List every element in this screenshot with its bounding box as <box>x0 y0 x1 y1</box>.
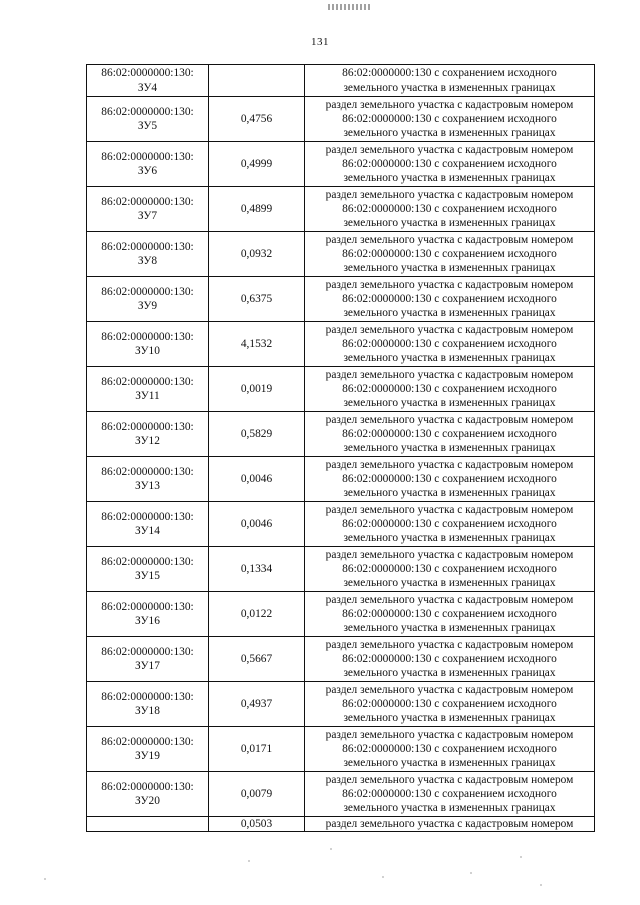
page-number: 131 <box>311 36 329 48</box>
table-row <box>87 65 595 97</box>
parcel-label: ЗУ14 <box>135 525 160 537</box>
cadastral-number-line: 86:02:0000000:130: <box>101 375 194 388</box>
parcel-label: ЗУ12 <box>135 435 160 447</box>
description-line: земельного участка в измененных границах <box>343 262 556 275</box>
parcels-table-body <box>87 65 595 832</box>
description-cell <box>305 367 595 412</box>
table-row <box>87 772 595 817</box>
description-line: раздел земельного участка с кадастровым номером <box>325 143 574 156</box>
description-line: раздел земельного участка с кадастровым номером <box>325 683 574 696</box>
description-cell <box>305 277 595 322</box>
parcel-label: ЗУ4 <box>137 81 158 94</box>
cadastral-number-line: 86:02:0000000:130: <box>101 735 194 748</box>
cadastral-number-cell <box>87 727 209 772</box>
description-line: раздел земельного участка с кадастровым номером <box>325 278 574 291</box>
area-cell: 0,0019 <box>209 367 305 412</box>
description-line: 86:02:0000000:130 с сохранением исходного <box>342 112 557 125</box>
table-row <box>87 457 595 502</box>
area-cell: 0,0503 <box>209 817 305 832</box>
description-line: 86:02:0000000:130 с сохранением исходного <box>342 742 557 755</box>
cadastral-number-cell <box>87 502 209 547</box>
description-line: раздел земельного участка с кадастровым номером <box>325 503 574 516</box>
area-cell: 0,4899 <box>209 187 305 232</box>
description-line: раздел земельного участка с кадастровым номером <box>325 98 574 111</box>
area-cell: 0,4999 <box>209 142 305 187</box>
description-line: земельного участка в измененных границах <box>343 397 556 410</box>
area-cell: 0,6375 <box>209 277 305 322</box>
parcel-label: ЗУ9 <box>137 300 158 312</box>
parcel-label: ЗУ17 <box>135 660 160 672</box>
description-cell <box>305 637 595 682</box>
scan-speck <box>248 860 250 862</box>
description-line: раздел земельного участка с кадастровым номером <box>325 458 574 471</box>
cadastral-number-cell <box>87 637 209 682</box>
area-cell <box>209 65 305 97</box>
description-cell <box>305 547 595 592</box>
parcel-label: ЗУ20 <box>135 795 160 807</box>
parcel-label: ЗУ18 <box>135 705 160 717</box>
area-cell: 0,4937 <box>209 682 305 727</box>
cadastral-number-line: 86:02:0000000:130: <box>101 465 194 478</box>
description-line: земельного участка в измененных границах <box>343 442 556 455</box>
cadastral-number-line: 86:02:0000000:130: <box>101 780 194 793</box>
description-line: земельного участка в измененных границах <box>343 352 556 365</box>
parcel-label: ЗУ8 <box>137 255 158 267</box>
description-cell <box>305 412 595 457</box>
table-row <box>87 682 595 727</box>
parcel-label: ЗУ19 <box>135 750 160 762</box>
area-cell: 0,5667 <box>209 637 305 682</box>
description-line: 86:02:0000000:130 с сохранением исходного <box>342 202 557 215</box>
cadastral-number-cell <box>87 412 209 457</box>
description-line: земельного участка в измененных границах <box>343 622 556 635</box>
description-cell <box>305 232 595 277</box>
description-cell <box>305 65 595 97</box>
description-line: земельного участка в измененных границах <box>343 81 556 94</box>
description-line: раздел земельного участка с кадастровым номером <box>325 728 574 741</box>
description-cell <box>305 817 595 832</box>
description-line: 86:02:0000000:130 с сохранением исходного <box>342 247 557 260</box>
table-row <box>87 592 595 637</box>
cadastral-number-line: 86:02:0000000:130: <box>101 240 194 253</box>
cadastral-number-cell <box>87 187 209 232</box>
description-line: раздел земельного участка с кадастровым номером <box>325 233 574 246</box>
area-cell: 0,5829 <box>209 412 305 457</box>
description-line: земельного участка в измененных границах <box>343 757 556 770</box>
cadastral-number-cell <box>87 322 209 367</box>
scan-speck <box>44 878 46 880</box>
header-stamp-marks <box>328 4 372 10</box>
table-row <box>87 412 595 457</box>
scan-speck <box>382 876 384 878</box>
description-line: 86:02:0000000:130 с сохранением исходного <box>342 292 557 305</box>
description-line: земельного участка в измененных границах <box>343 172 556 185</box>
cadastral-number-cell <box>87 817 209 832</box>
cadastral-number-cell <box>87 142 209 187</box>
table-row <box>87 637 595 682</box>
cadastral-number-line: 86:02:0000000:130: <box>101 285 194 298</box>
description-line: раздел земельного участка с кадастровым номером <box>325 188 574 201</box>
cadastral-number-line: 86:02:0000000:130: <box>101 510 194 523</box>
cadastral-number-cell <box>87 277 209 322</box>
cadastral-number-cell <box>87 547 209 592</box>
cadastral-number-cell <box>87 682 209 727</box>
description-line: земельного участка в измененных границах <box>343 532 556 545</box>
description-cell <box>305 97 595 142</box>
table-row <box>87 97 595 142</box>
description-line: 86:02:0000000:130 с сохранением исходного <box>342 697 557 710</box>
table-row <box>87 277 595 322</box>
description-line: раздел земельного участка с кадастровым номером <box>325 323 574 336</box>
description-cell <box>305 457 595 502</box>
description-line: земельного участка в измененных границах <box>343 127 556 140</box>
description-line: 86:02:0000000:130 с сохранением исходного <box>342 67 557 80</box>
scan-speck <box>470 872 472 874</box>
table-row <box>87 817 595 832</box>
table-row <box>87 547 595 592</box>
area-cell: 0,0122 <box>209 592 305 637</box>
cadastral-number-cell <box>87 592 209 637</box>
area-cell: 0,0932 <box>209 232 305 277</box>
cadastral-number-cell <box>87 65 209 97</box>
table-row <box>87 187 595 232</box>
cadastral-number-line: 86:02:0000000:130: <box>101 105 194 118</box>
cadastral-number-line: 86:02:0000000:130: <box>101 330 194 343</box>
description-line: 86:02:0000000:130 с сохранением исходного <box>342 337 557 350</box>
description-line: земельного участка в измененных границах <box>343 487 556 500</box>
description-line: земельного участка в измененных границах <box>343 577 556 590</box>
description-cell <box>305 502 595 547</box>
area-cell: 0,0079 <box>209 772 305 817</box>
parcel-label: ЗУ10 <box>135 345 160 357</box>
cadastral-number-line: 86:02:0000000:130: <box>101 67 194 80</box>
description-line: земельного участка в измененных границах <box>343 667 556 680</box>
parcel-label: ЗУ5 <box>137 120 158 132</box>
description-line: 86:02:0000000:130 с сохранением исходного <box>342 517 557 530</box>
cadastral-number-line: 86:02:0000000:130: <box>101 645 194 658</box>
description-line: земельного участка в измененных границах <box>343 712 556 725</box>
description-line: раздел земельного участка с кадастровым номером <box>325 548 574 561</box>
description-cell <box>305 322 595 367</box>
cadastral-number-line: 86:02:0000000:130: <box>101 195 194 208</box>
description-line: земельного участка в измененных границах <box>343 217 556 230</box>
parcel-label: ЗУ15 <box>135 570 160 582</box>
parcel-label: ЗУ16 <box>135 615 160 627</box>
description-line: земельного участка в измененных границах <box>343 307 556 320</box>
cadastral-number-cell <box>87 772 209 817</box>
description-line: раздел земельного участка с кадастровым номером <box>325 773 574 786</box>
description-line: 86:02:0000000:130 с сохранением исходного <box>342 157 557 170</box>
area-cell: 0,0046 <box>209 502 305 547</box>
description-cell <box>305 592 595 637</box>
description-line: раздел земельного участка с кадастровым номером <box>325 413 574 426</box>
table-row <box>87 502 595 547</box>
description-cell <box>305 682 595 727</box>
description-line: 86:02:0000000:130 с сохранением исходного <box>342 382 557 395</box>
description-line: раздел земельного участка с кадастровым номером <box>325 818 574 830</box>
area-cell: 0,4756 <box>209 97 305 142</box>
cadastral-number-cell <box>87 457 209 502</box>
parcel-label: ЗУ11 <box>135 390 160 402</box>
parcel-label: ЗУ7 <box>137 210 158 222</box>
table-row <box>87 367 595 412</box>
cadastral-number-cell <box>87 232 209 277</box>
table-row <box>87 232 595 277</box>
cadastral-number-line: 86:02:0000000:130: <box>101 600 194 613</box>
description-line: раздел земельного участка с кадастровым номером <box>325 638 574 651</box>
parcel-label: ЗУ6 <box>137 165 158 177</box>
description-line: 86:02:0000000:130 с сохранением исходного <box>342 607 557 620</box>
description-line: 86:02:0000000:130 с сохранением исходного <box>342 427 557 440</box>
cadastral-number-line: 86:02:0000000:130: <box>101 150 194 163</box>
description-line: 86:02:0000000:130 с сохранением исходного <box>342 787 557 800</box>
description-line: 86:02:0000000:130 с сохранением исходного <box>342 562 557 575</box>
cadastral-number-line: 86:02:0000000:130: <box>101 690 194 703</box>
area-cell: 0,0171 <box>209 727 305 772</box>
area-cell: 0,1334 <box>209 547 305 592</box>
description-line: раздел земельного участка с кадастровым номером <box>325 368 574 381</box>
description-cell <box>305 772 595 817</box>
cadastral-number-cell <box>87 367 209 412</box>
area-cell: 0,0046 <box>209 457 305 502</box>
table-row <box>87 727 595 772</box>
cadastral-number-line: 86:02:0000000:130: <box>101 555 194 568</box>
scan-speck <box>540 884 542 886</box>
description-line: 86:02:0000000:130 с сохранением исходного <box>342 472 557 485</box>
table-row <box>87 142 595 187</box>
scan-speck <box>520 856 522 858</box>
description-cell <box>305 187 595 232</box>
table-row <box>87 322 595 367</box>
description-line: 86:02:0000000:130 с сохранением исходного <box>342 652 557 665</box>
cadastral-number-line: 86:02:0000000:130: <box>101 420 194 433</box>
parcel-label: ЗУ13 <box>135 480 160 492</box>
description-line: раздел земельного участка с кадастровым номером <box>325 593 574 606</box>
description-cell <box>305 142 595 187</box>
area-cell: 4,1532 <box>209 322 305 367</box>
parcels-table <box>86 64 595 832</box>
description-cell <box>305 727 595 772</box>
scan-speck <box>330 848 332 850</box>
cadastral-number-cell <box>87 97 209 142</box>
description-line: земельного участка в измененных границах <box>343 802 556 815</box>
